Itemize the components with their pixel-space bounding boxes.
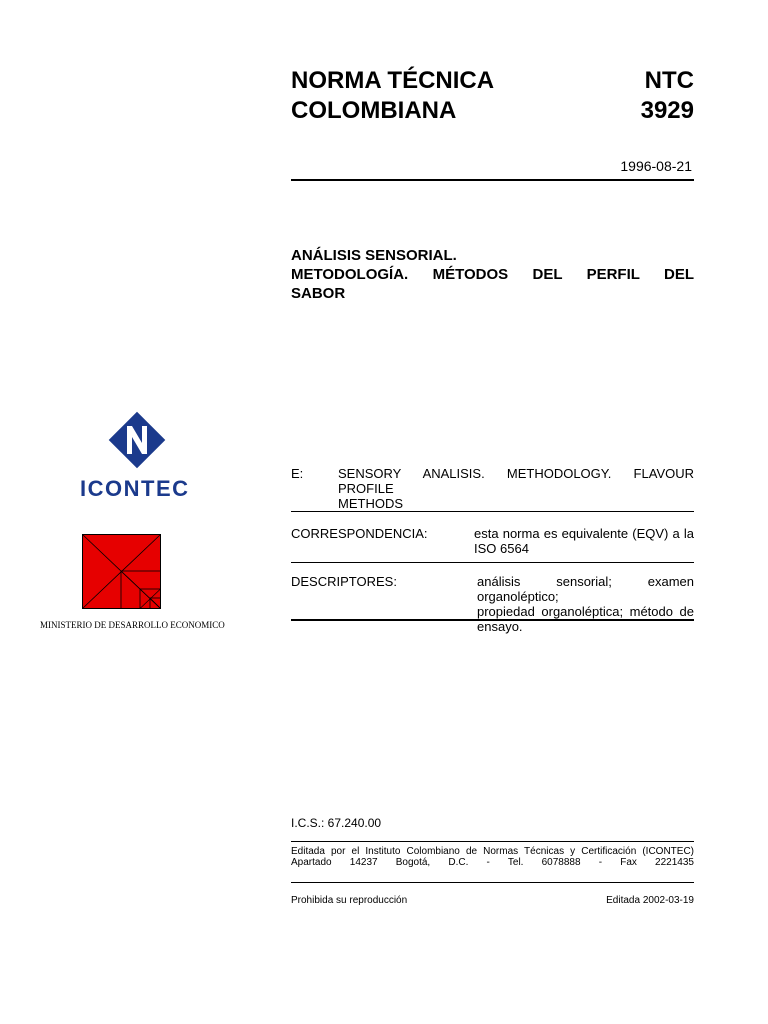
- divider-english: [291, 511, 694, 512]
- icontec-n-logo-icon: [104, 407, 170, 473]
- english-title-line1: SENSORY ANALISIS. METHODOLOGY. FLAVOUR PROFILE: [338, 466, 694, 496]
- publisher-info: [291, 846, 694, 868]
- document-title: [291, 66, 694, 126]
- descriptores-line3: ensayo.: [477, 619, 523, 634]
- descriptores-line2: propiedad organoléptica; método de: [477, 604, 694, 619]
- subject-line2: METODOLOGÍA. MÉTODOS DEL PERFIL DEL: [291, 266, 694, 283]
- english-title-line2: METHODS: [338, 496, 403, 511]
- standard-code: NTC: [644, 67, 694, 94]
- title-line2: COLOMBIANA: [291, 97, 457, 124]
- title-line1: NORMA TÉCNICA: [291, 67, 495, 94]
- correspondencia-value: [474, 526, 694, 556]
- document-subject: [291, 246, 694, 303]
- footer: [291, 895, 694, 906]
- divider-publisher: [291, 882, 694, 883]
- edition-date: Editada 2002-03-19: [606, 895, 694, 906]
- ministerio-logo-text: MINISTERIO DE DESARROLLO ECONOMICO: [40, 620, 225, 630]
- publisher-line2: Apartado 14237 Bogotá, D.C. - Tel. 6078888 - Fax 2221435: [291, 857, 694, 868]
- descriptores-label: DESCRIPTORES:: [291, 574, 397, 589]
- publisher-line1: Editada por el Instituto Colombiano de Normas Técnicas y Certificación (ICONTEC): [291, 846, 694, 857]
- divider-top: [291, 179, 694, 181]
- divider-correspondencia: [291, 562, 694, 563]
- descriptores-line1: análisis sensorial; examen organoléptico;: [477, 574, 694, 604]
- descriptores-value: [477, 574, 694, 634]
- divider-descriptores: [291, 619, 694, 621]
- correspondencia-label: CORRESPONDENCIA:: [291, 526, 428, 541]
- subject-line3: SABOR: [291, 285, 346, 302]
- correspondencia-line2: ISO 6564: [474, 541, 529, 556]
- correspondencia-line1: esta norma es equivalente (EQV) a la: [474, 526, 694, 541]
- nested-squares-logo-icon: [82, 534, 162, 610]
- publication-date: 1996-08-21: [620, 158, 692, 174]
- divider-ics: [291, 841, 694, 842]
- english-label: E:: [291, 466, 304, 481]
- english-title: [338, 466, 694, 511]
- ics-code: I.C.S.: 67.240.00: [291, 816, 382, 830]
- standard-number: 3929: [640, 97, 694, 124]
- reproduction-notice: Prohibida su reproducción: [291, 895, 408, 906]
- icontec-logo-text: ICONTEC: [80, 476, 190, 501]
- subject-line1: ANÁLISIS SENSORIAL.: [291, 247, 457, 264]
